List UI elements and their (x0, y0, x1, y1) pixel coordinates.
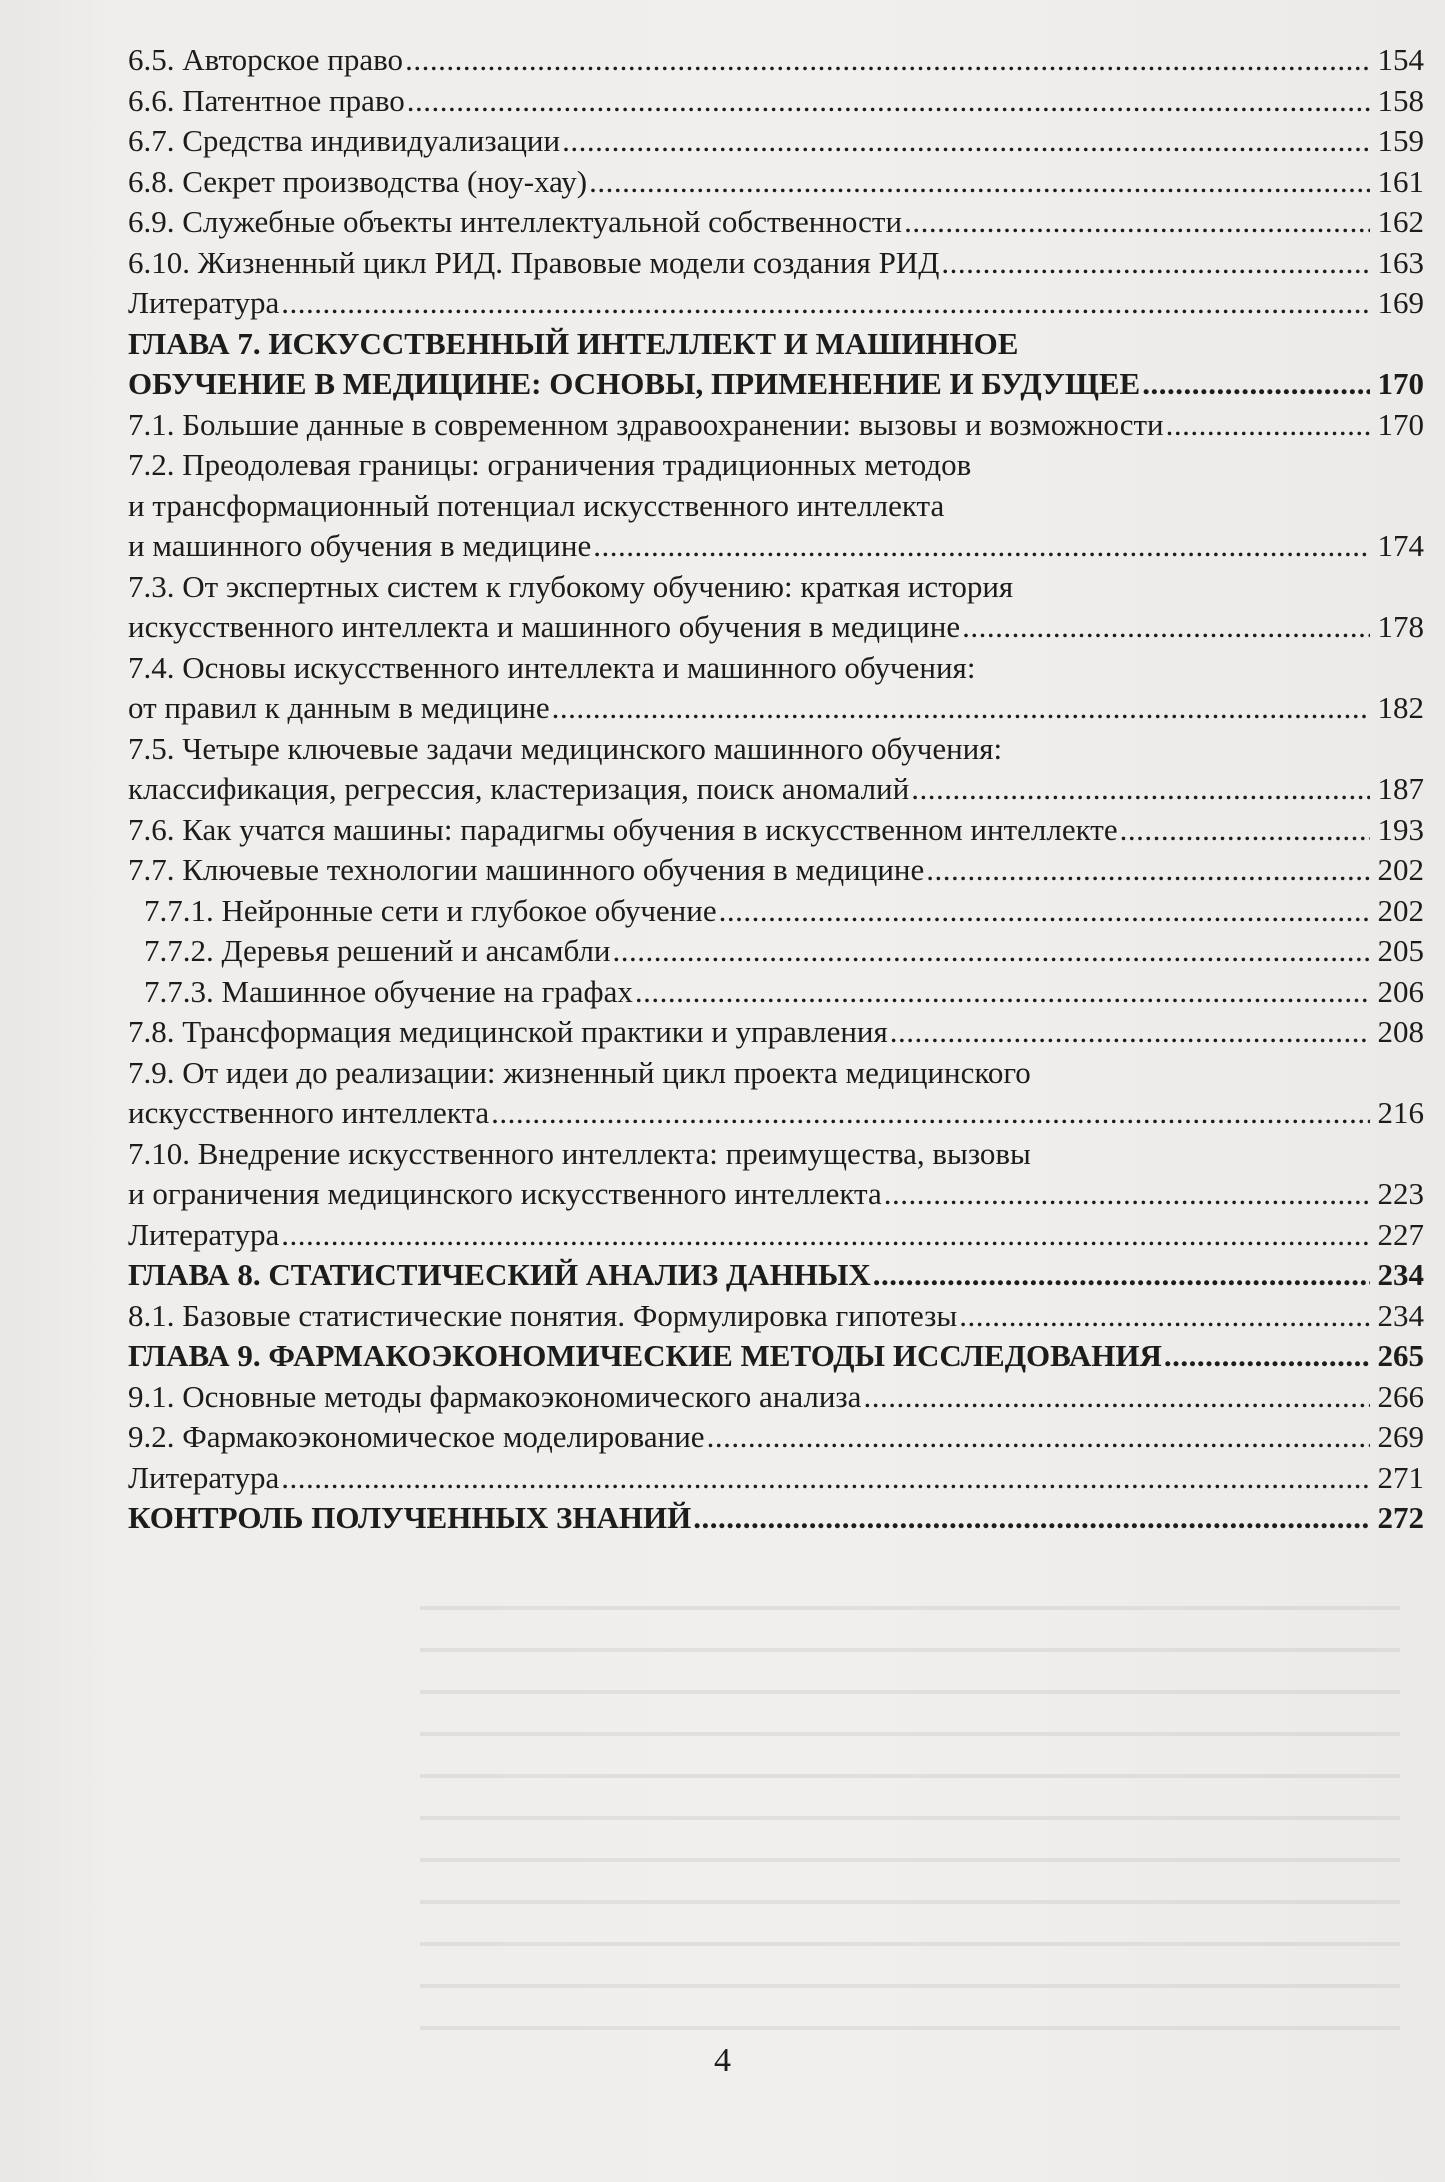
toc-entry[interactable] (128, 243, 1424, 284)
toc-entry[interactable] (128, 1336, 1424, 1377)
toc-entry-title: 7.1. Большие данные в современном здравоохранении: вызовы и возможности (128, 406, 1164, 442)
toc-entry-row (128, 1093, 1424, 1134)
dot-leader (491, 1093, 1370, 1134)
dot-leader (562, 121, 1370, 162)
toc-entry-row (128, 1498, 1424, 1539)
toc-entry-title: 8.1. Базовые статистические понятия. Формулировка гипотезы (128, 1297, 958, 1333)
toc-entry-line: 7.3. От экспертных систем к глубокому обучению: краткая история (128, 568, 1014, 604)
toc-entry-title: 6.5. Авторское право (128, 42, 404, 77)
toc-page-number: 154 (1377, 42, 1424, 77)
toc-entry-row (128, 850, 1424, 891)
toc-entry-title: и машинного обучения в медицине (128, 528, 592, 563)
dot-leader (589, 162, 1370, 203)
dot-leader (1166, 405, 1370, 446)
toc-page-number: 170 (1377, 366, 1424, 401)
toc-entry-title: Литература (128, 285, 280, 320)
dot-leader (407, 81, 1370, 122)
dot-leader (1120, 810, 1370, 851)
toc-page-number: 170 (1377, 406, 1424, 442)
toc-entry[interactable] (128, 162, 1424, 203)
dot-leader (613, 931, 1371, 972)
toc-page-number: 206 (1377, 973, 1424, 1009)
toc-entry-row (128, 283, 1424, 324)
page-number: 4 (714, 2042, 731, 2079)
toc-page-number: 178 (1377, 609, 1424, 644)
toc-entry[interactable] (128, 405, 1424, 446)
toc-entry[interactable] (128, 40, 1424, 81)
toc-entry-line: и трансформационный потенциал искусственного интеллекта (128, 487, 945, 523)
dot-leader (281, 283, 1370, 324)
toc-entry-title: КОНТРОЛЬ ПОЛУЧЕННЫХ ЗНАНИЙ (128, 1500, 692, 1535)
bleed-through-text (420, 1580, 1400, 2030)
dot-leader (593, 526, 1370, 567)
dot-leader (281, 1458, 1370, 1499)
dot-leader (863, 1377, 1370, 1418)
toc-entry-title: классификация, регрессия, кластеризация, поиск аномалий (128, 771, 910, 806)
dot-leader (707, 1417, 1370, 1458)
dot-leader (904, 202, 1370, 243)
toc-entry-title: искусственного интеллекта (128, 1095, 490, 1130)
toc-page-number: 271 (1377, 1459, 1424, 1495)
dot-leader (941, 243, 1370, 284)
toc-entry[interactable] (128, 810, 1424, 851)
toc-entry[interactable] (128, 283, 1424, 324)
toc-entry-row (128, 1417, 1424, 1458)
toc-entry-row (128, 243, 1424, 284)
toc-page-number: 205 (1377, 933, 1424, 968)
toc-entry-title: 6.8. Секрет производства (ноу-хау) (128, 163, 588, 199)
toc-entry-title: искусственного интеллекта и машинного обучения в медицине (128, 609, 961, 644)
toc-page-number: 269 (1377, 1419, 1424, 1454)
toc-entry-row (128, 202, 1424, 243)
toc-entry[interactable] (128, 1012, 1424, 1053)
toc-entry-title: и ограничения медицинского искусственного интеллекта (128, 1176, 882, 1211)
toc-page-number: 266 (1377, 1378, 1424, 1414)
toc-entry[interactable] (128, 121, 1424, 162)
toc-entry[interactable] (128, 1215, 1424, 1256)
toc-entry-row (128, 121, 1424, 162)
toc-entry-row (144, 972, 1424, 1013)
toc-entry-row (128, 810, 1424, 851)
toc-entry[interactable] (128, 931, 1424, 972)
toc-entry-line: ГЛАВА 7. ИСКУССТВЕННЫЙ ИНТЕЛЛЕКТ И МАШИННОЕ (128, 325, 1019, 361)
toc-entry-row (128, 607, 1424, 648)
toc-entry[interactable] (128, 648, 1424, 729)
toc-entry-title: 7.7. Ключевые технологии машинного обучения в медицине (128, 852, 925, 887)
toc-entry[interactable] (128, 850, 1424, 891)
toc-entry[interactable] (128, 729, 1424, 810)
dot-leader (1164, 1336, 1370, 1377)
toc-entry-title: от правил к данным в медицине (128, 690, 550, 725)
toc-entry[interactable] (128, 1255, 1424, 1296)
toc-page-number: 162 (1377, 204, 1424, 239)
dot-leader (873, 1255, 1370, 1296)
dot-leader (1142, 364, 1370, 405)
toc-page-number: 202 (1377, 892, 1424, 928)
toc-page-number: 223 (1377, 1176, 1424, 1211)
toc-entry-row (128, 364, 1424, 405)
toc-entry-row (128, 688, 1424, 729)
toc-entry-row (128, 1377, 1424, 1418)
toc-page-number: 208 (1377, 1014, 1424, 1049)
toc-page-number: 193 (1377, 811, 1424, 847)
toc-page-number: 265 (1377, 1338, 1424, 1373)
toc-entry[interactable] (128, 1134, 1424, 1215)
toc-entry-title: ОБУЧЕНИЕ В МЕДИЦИНЕ: ОСНОВЫ, ПРИМЕНЕНИЕ И БУДУЩЕЕ (128, 366, 1141, 401)
toc-page-number: 202 (1377, 852, 1424, 887)
toc-entry-title: 7.8. Трансформация медицинской практики и управления (128, 1014, 888, 1049)
toc-entry-row (128, 1296, 1424, 1337)
toc-entry[interactable] (128, 1498, 1424, 1539)
table-of-contents (128, 40, 1424, 1539)
toc-entry[interactable] (128, 1417, 1424, 1458)
toc-entry-line: 7.9. От идеи до реализации: жизненный цикл проекта медицинского (128, 1054, 1031, 1090)
toc-page-number: 169 (1377, 285, 1424, 320)
dot-leader (719, 891, 1370, 932)
toc-entry-line: 7.4. Основы искусственного интеллекта и машинного обучения: (128, 649, 976, 685)
toc-entry-title: 6.7. Средства индивидуализации (128, 123, 561, 158)
toc-entry-title: ГЛАВА 8. СТАТИСТИЧЕСКИЙ АНАЛИЗ ДАННЫХ (128, 1257, 871, 1292)
toc-page-number: 159 (1377, 123, 1424, 158)
toc-page-number: 163 (1377, 244, 1424, 280)
toc-page-number: 234 (1377, 1297, 1424, 1333)
toc-entry-row (128, 526, 1424, 567)
dot-leader (405, 40, 1370, 81)
dot-leader (962, 607, 1370, 648)
dot-leader (959, 1296, 1370, 1337)
toc-entry-row (128, 162, 1424, 203)
toc-entry-row (128, 405, 1424, 446)
toc-entry-row (128, 1336, 1424, 1377)
toc-entry-row (128, 769, 1424, 810)
toc-entry-row (144, 891, 1424, 932)
toc-entry-title: ГЛАВА 9. ФАРМАКОЭКОНОМИЧЕСКИЕ МЕТОДЫ ИССЛЕДОВАНИЯ (128, 1338, 1162, 1373)
dot-leader (693, 1498, 1370, 1539)
dot-leader (911, 769, 1370, 810)
toc-entry[interactable] (128, 445, 1424, 567)
dot-leader (884, 1174, 1370, 1215)
toc-entry-line: 7.10. Внедрение искусственного интеллекта: преимущества, вызовы (128, 1135, 1031, 1171)
toc-entry[interactable] (128, 202, 1424, 243)
toc-entry-row (128, 81, 1424, 122)
toc-page-number: 272 (1377, 1500, 1424, 1535)
toc-page-number: 161 (1377, 163, 1424, 199)
dot-leader (635, 972, 1370, 1013)
toc-entry-title: 6.6. Патентное право (128, 82, 405, 118)
toc-page-number: 234 (1377, 1257, 1424, 1292)
toc-page-number: 187 (1377, 771, 1424, 806)
toc-entry-title: 7.6. Как учатся машины: парадигмы обучения в искусственном интеллекте (128, 811, 1118, 847)
toc-entry-title: Литература (128, 1216, 280, 1252)
toc-entry-title: 7.7.3. Машинное обучение на графах (144, 973, 633, 1009)
toc-entry-title: 9.2. Фармакоэкономическое моделирование (128, 1419, 705, 1454)
toc-entry-line: 7.2. Преодолевая границы: ограничения традиционных методов (128, 447, 972, 482)
toc-entry-row (144, 931, 1424, 972)
dot-leader (926, 850, 1370, 891)
toc-entry[interactable] (128, 81, 1424, 122)
toc-entry-line: 7.5. Четыре ключевые задачи медицинского машинного обучения: (128, 730, 1003, 766)
toc-page-number: 158 (1377, 82, 1424, 118)
toc-entry-row (128, 1255, 1424, 1296)
toc-entry-title: Литература (128, 1459, 280, 1495)
toc-entry-title: 7.7.1. Нейронные сети и глубокое обучение (144, 892, 717, 928)
toc-entry[interactable] (128, 1458, 1424, 1499)
toc-entry[interactable] (128, 1053, 1424, 1134)
toc-entry[interactable] (128, 972, 1424, 1013)
toc-entry[interactable] (128, 1296, 1424, 1337)
toc-page-number: 227 (1377, 1216, 1424, 1252)
toc-entry-title: 7.7.2. Деревья решений и ансамбли (144, 933, 611, 968)
toc-entry[interactable] (128, 891, 1424, 932)
toc-entry-row (128, 1012, 1424, 1053)
toc-entry-row (128, 1215, 1424, 1256)
dot-leader (890, 1012, 1370, 1053)
toc-entry-row (128, 40, 1424, 81)
toc-entry[interactable] (128, 324, 1424, 405)
dot-leader (552, 688, 1370, 729)
toc-entry-title: 9.1. Основные методы фармакоэкономического анализа (128, 1378, 862, 1414)
toc-entry-title: 6.10. Жизненный цикл РИД. Правовые модели создания РИД (128, 244, 940, 280)
dot-leader (281, 1215, 1370, 1256)
toc-page-number: 174 (1377, 528, 1424, 563)
toc-entry[interactable] (128, 567, 1424, 648)
toc-page-number: 216 (1377, 1095, 1424, 1130)
toc-entry-title: 6.9. Служебные объекты интеллектуальной собственности (128, 204, 903, 239)
toc-entry-row (128, 1458, 1424, 1499)
toc-entry[interactable] (128, 1377, 1424, 1418)
toc-page-number: 182 (1377, 690, 1424, 725)
toc-entry-row (128, 1174, 1424, 1215)
